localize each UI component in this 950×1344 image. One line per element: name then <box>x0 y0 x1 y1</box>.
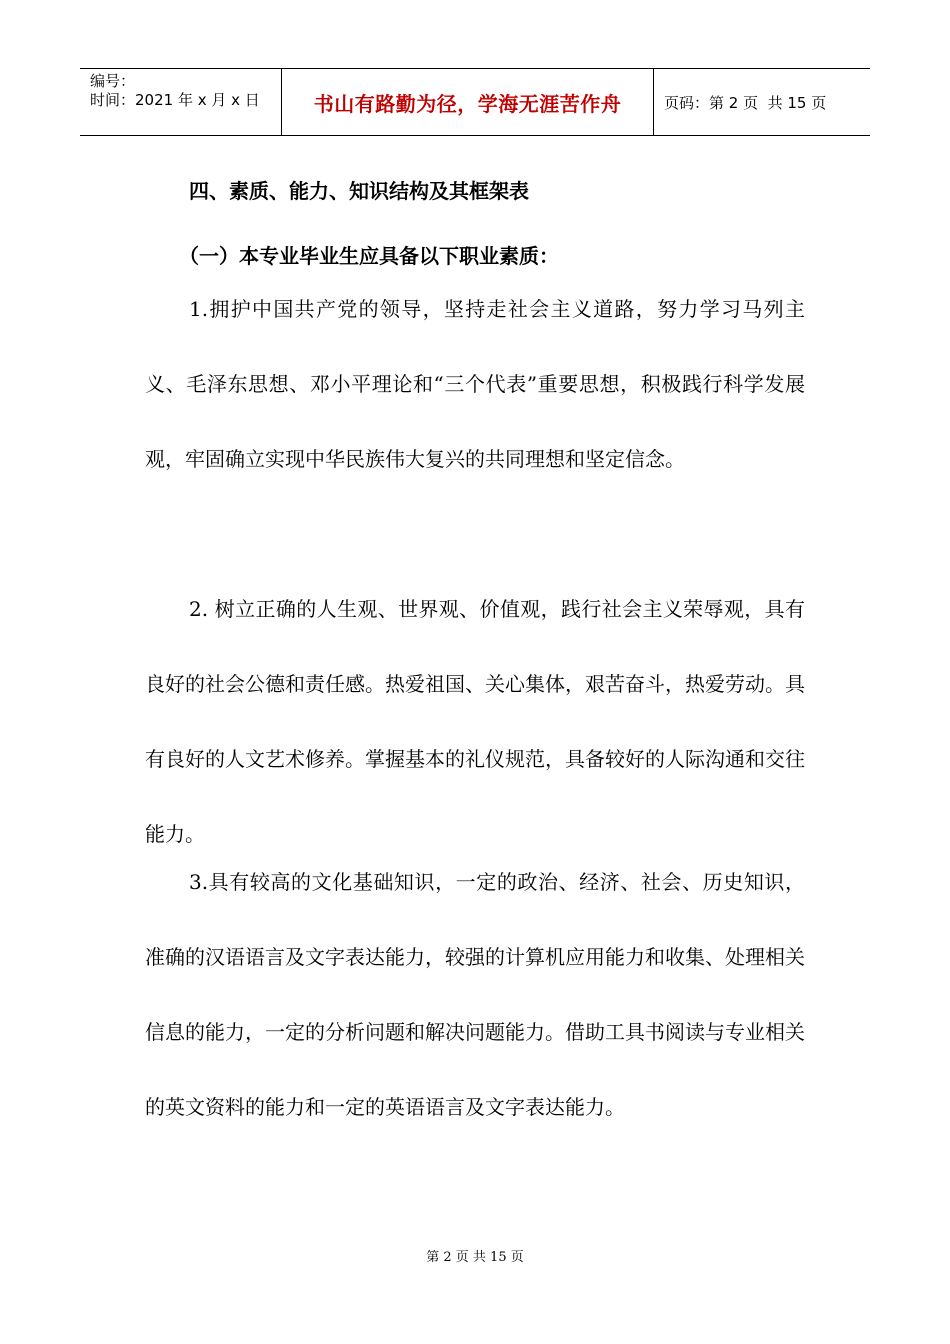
paragraph-3-text: 3.具有较高的文化基础知识，一定的政治、经济、社会、历史知识，准确的汉语语言及文字表达能力，较强的计算机应用能力和收集、处理相关信息的能力，一定的分析问题和解决问题能力。借助工具书阅读与专业相关的英文资料的能力和一定的英语语言及文字表达能力。 <box>145 870 805 1119</box>
subsection-title: （一）本专业毕业生应具备以下职业素质： <box>179 244 559 268</box>
page-header <box>80 68 870 136</box>
page-footer: 第 2 页 共 15 页 <box>426 1250 524 1265</box>
document-number-label: 编号： <box>90 72 136 90</box>
header-meta <box>80 69 282 135</box>
header-motto: 书山有路勤为径，学海无涯苦作舟 <box>313 91 622 116</box>
paragraph-3 <box>145 845 805 1145</box>
header-page-info: 页码：第 2 页 共 15 页 <box>664 93 827 112</box>
header-page-info-cell <box>654 69 870 135</box>
header-motto-cell <box>282 69 654 135</box>
paragraph-1 <box>145 272 805 497</box>
paragraph-1-text: 1.拥护中国共产党的领导，坚持走社会主义道路，努力学习马列主义、毛泽东思想、邓小平理论和“三个代表”重要思想，积极践行科学发展观，牢固确立实现中华民族伟大复兴的共同理想和坚定信念。 <box>145 297 805 471</box>
paragraph-2 <box>145 572 805 872</box>
paragraph-2-text: 2. 树立正确的人生观、世界观、价值观，践行社会主义荣辱观，具有良好的社会公德和责任感。热爱祖国、关心集体，艰苦奋斗，热爱劳动。具有良好的人文艺术修养。掌握基本的礼仪规范，具备较好的人际沟通和交往能力。 <box>145 597 805 846</box>
section-title: 四、素质、能力、知识结构及其框架表 <box>189 179 529 203</box>
document-date: 时间：2021 年 x 月 x 日 <box>90 91 260 109</box>
